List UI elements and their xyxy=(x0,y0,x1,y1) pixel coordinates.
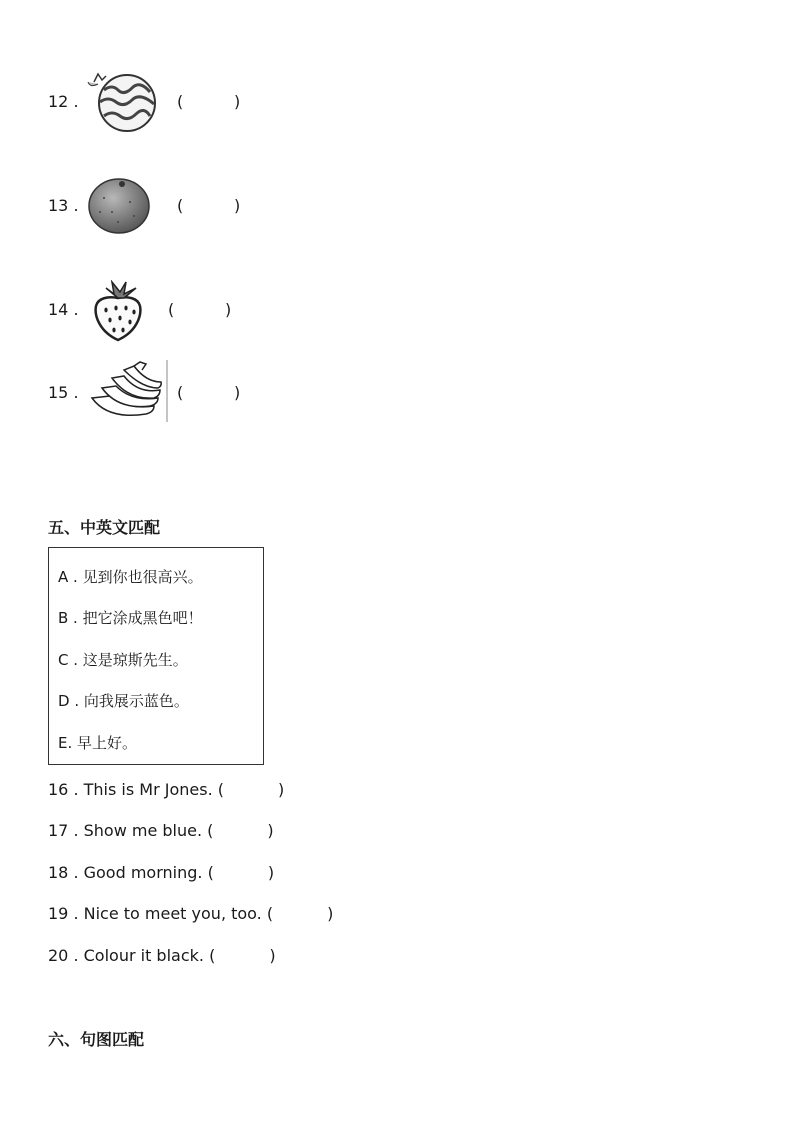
match-item: 18 . Good morning. ( ) xyxy=(48,863,275,882)
match-item: 20 . Colour it black. ( ) xyxy=(48,946,276,965)
section-heading: 五、中英文匹配 xyxy=(48,518,161,537)
question-number: 15 . xyxy=(48,383,79,402)
option-c: C . 这是琼斯先生。 xyxy=(58,651,188,669)
answer-paren-close: ) xyxy=(234,196,241,215)
answer-paren-close: ) xyxy=(234,383,241,402)
options-box xyxy=(48,547,264,765)
option-e: E. 早上好。 xyxy=(58,734,138,752)
question-number: 12 . xyxy=(48,92,79,111)
option-b: B . 把它涂成黑色吧！ xyxy=(58,609,203,627)
watermelon-icon xyxy=(84,70,158,132)
orange-icon xyxy=(86,176,152,234)
answer-paren-close: ) xyxy=(234,92,241,111)
answer-paren-open: ( xyxy=(177,383,184,402)
answer-paren-open: ( xyxy=(168,300,175,319)
match-item: 19 . Nice to meet you, too. ( ) xyxy=(48,904,334,923)
question-number: 14 . xyxy=(48,300,79,319)
answer-paren-open: ( xyxy=(177,92,184,111)
strawberry-icon xyxy=(90,280,146,342)
answer-paren-open: ( xyxy=(177,196,184,215)
answer-paren-close: ) xyxy=(225,300,232,319)
match-item: 16 . This is Mr Jones. ( ) xyxy=(48,780,285,799)
section-heading: 六、句图匹配 xyxy=(48,1030,145,1049)
banana-icon xyxy=(88,358,170,424)
match-item: 17 . Show me blue. ( ) xyxy=(48,821,274,840)
question-number: 13 . xyxy=(48,196,79,215)
option-d: D . 向我展示蓝色。 xyxy=(58,692,189,710)
option-a: A . 见到你也很高兴。 xyxy=(58,568,203,586)
